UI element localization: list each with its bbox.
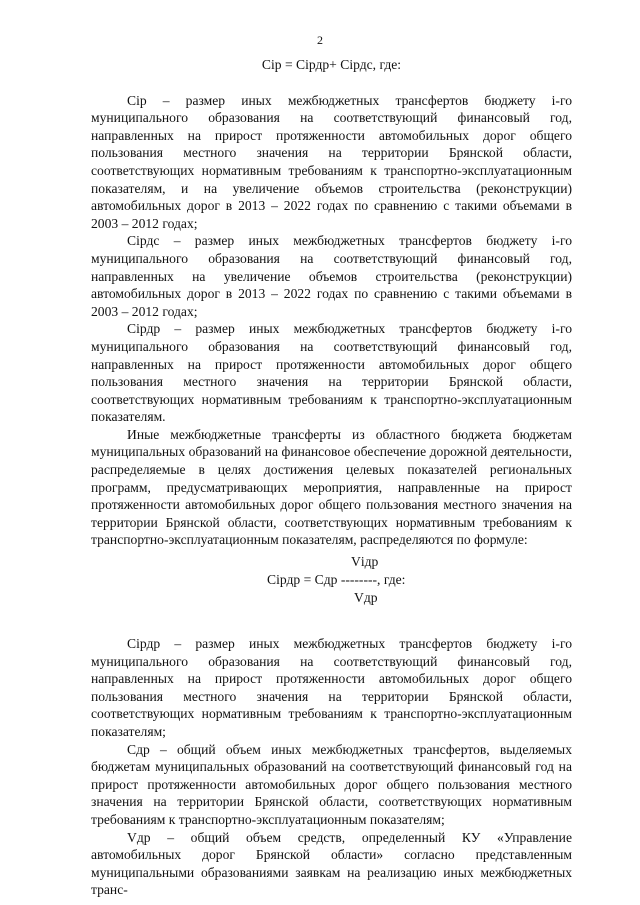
formula-line: Ciрдр = Cдр --------, где: [267,572,406,588]
paragraph-cirdr-definition: Ciрдр – размер иных межбюджетных трансфертов бюджету i-го муниципального образования на соответствующий финансовый год, направленных на прирост протяженности автомобильных дорог общего пользования местного значения на территории Брянской области, соответствующих нормативным требованиям к транспортно-эксплуатационным показателям. [91,321,572,425]
page-number: 2 [317,33,323,47]
formula-numerator: Vідр [351,554,379,570]
paragraph-cirds-definition: Ciрдс – размер иных межбюджетных трансфертов бюджету i-го муниципального образования на соответствующий финансовый год, направленных на увеличение объемов строительства (реконструкции) автомобильных дорог в 2013 – 2022 годах по сравнению с такими объемами в 2003 – 2012 годах; [91,233,572,319]
document-body [91,56,572,899]
paragraph-vdr-definition: Vдр – общий объем средств, определенный КУ «Управление автомобильных дорог Брянской области» согласно представленным муниципальными образованиями заявкам на реализацию иных межбюджетных транс- [91,829,572,898]
paragraph-cirdr-definition-2: Ciрдр – размер иных межбюджетных трансфертов бюджету i-го муниципального образования на соответствующий финансовый год, направленных на прирост протяженности автомобильных дорог общего пользования местного значения на территории Брянской области, соответствующих нормативным требованиям к транспортно-эксплуатационным показателям; [91,636,572,739]
formula-denominator: Vдр [354,590,378,606]
paragraph-distribution-rule: Иные межбюджетные трансферты из областного бюджета бюджетам муниципальных образований на финансовое обеспечение дорожной деятельности, распределяемые в целях достижения целевых показателей региональных программ, предусматривающих мероприятия, направленные на прирост протяженности автомобильных дорог общего пользования местного значения на территории Брянской области, соответствующих нормативным требованиям к транспортно-эксплуатационным показателям, распределяются по формуле: [91,426,572,548]
paragraph-cdr-definition: Cдр – общий объем иных межбюджетных трансфертов, выделяемых бюджетам муниципальных образований на соответствующий финансовый год на прирост протяженности автомобильных дорог общего пользования местного значения на территории Брянской области, соответствующих нормативным требованиям к транспортно-эксплуатационным показателям; [91,741,572,827]
paragraph-cip-definition: Cip – размер иных межбюджетных трансфертов бюджету i-го муниципального образования на соответствующий финансовый год, направленных на прирост протяженности автомобильных дорог общего пользования местного значения на территории Брянской области, соответствующих нормативным требованиям к транспортно-эксплуатационным показателям, и на увеличение объемов строительства (реконструкции) автомобильных дорог в 2013 – 2022 годах по сравнению с такими объемами в 2003 – 2012 годах; [91,92,572,231]
distribution-formula [91,549,572,635]
main-formula: Cip = Ciрдр+ Ciрдс, где: [261,57,402,72]
